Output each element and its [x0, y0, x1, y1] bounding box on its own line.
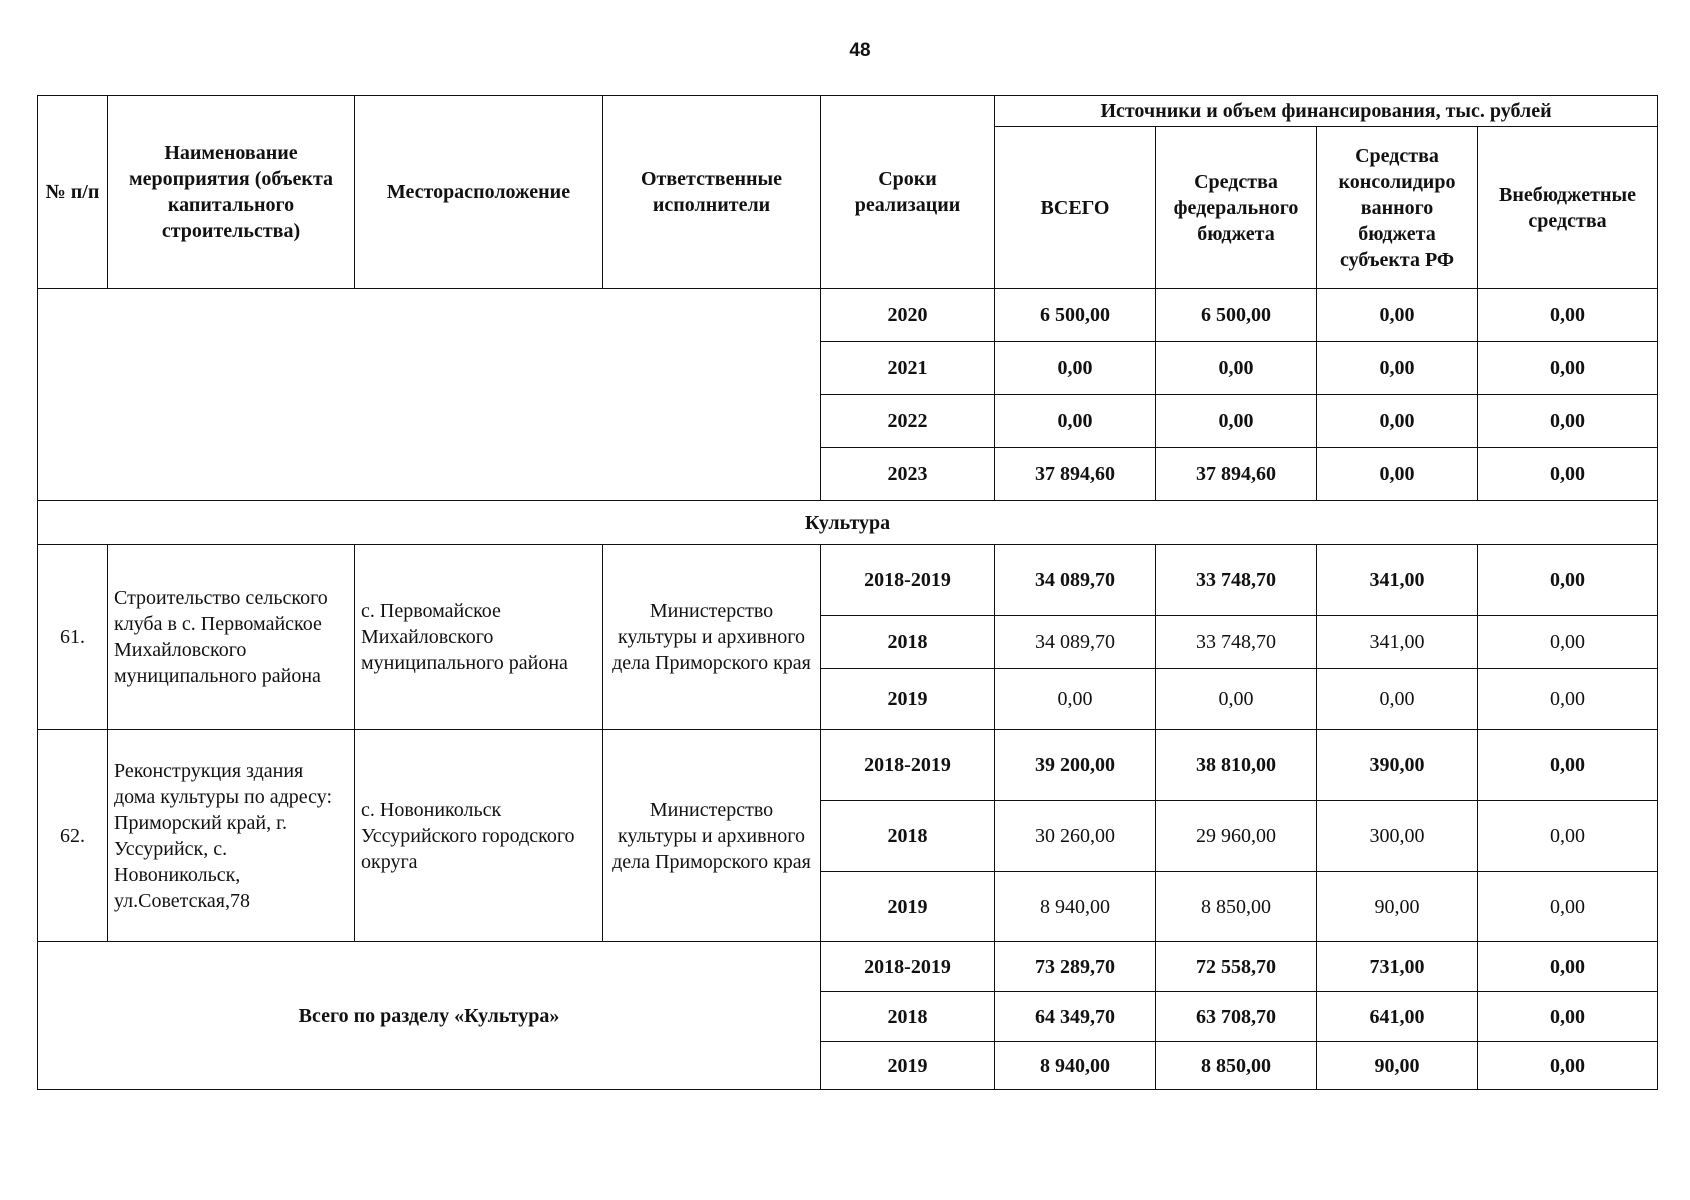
cell-year: 2021	[821, 342, 995, 395]
item-executors: Министерство культуры и архивного дела Приморского края	[603, 545, 821, 730]
header-num: № п/п	[38, 96, 108, 289]
cell-extra: 0,00	[1478, 730, 1658, 801]
cell-consolidated: 0,00	[1317, 342, 1478, 395]
cell-federal: 33 748,70	[1156, 545, 1317, 616]
cell-extra: 0,00	[1478, 616, 1658, 669]
cell-federal: 8 850,00	[1156, 1042, 1317, 1090]
cell-total: 8 940,00	[995, 872, 1156, 942]
cell-consolidated: 300,00	[1317, 801, 1478, 872]
cell-extra: 0,00	[1478, 1042, 1658, 1090]
item-num: 61.	[38, 545, 108, 730]
cell-year: 2023	[821, 448, 995, 501]
cell-total: 39 200,00	[995, 730, 1156, 801]
header-extrabudget: Внебюджетные средства	[1478, 127, 1658, 289]
cell-extra: 0,00	[1478, 872, 1658, 942]
cell-consolidated: 341,00	[1317, 616, 1478, 669]
cell-consolidated: 90,00	[1317, 1042, 1478, 1090]
item-name: Строительство сельского клуба в с. Первомайское Михайловского муниципального района	[108, 545, 355, 730]
cell-year: 2018	[821, 992, 995, 1042]
section-row	[38, 501, 1658, 545]
cell-year: 2018	[821, 616, 995, 669]
cell-total: 34 089,70	[995, 545, 1156, 616]
cell-total: 0,00	[995, 395, 1156, 448]
header-funding-group: Источники и объем финансирования, тыс. рублей	[995, 96, 1658, 127]
item-num: 62.	[38, 730, 108, 942]
cell-consolidated: 341,00	[1317, 545, 1478, 616]
cell-consolidated: 0,00	[1317, 289, 1478, 342]
cell-federal: 0,00	[1156, 669, 1317, 730]
header-consolidated: Средства консолидиро ванного бюджета субъекта РФ	[1317, 127, 1478, 289]
cell-extra: 0,00	[1478, 342, 1658, 395]
cell-year: 2019	[821, 872, 995, 942]
cell-federal: 72 558,70	[1156, 942, 1317, 992]
cell-federal: 63 708,70	[1156, 992, 1317, 1042]
cell-total: 73 289,70	[995, 942, 1156, 992]
cell-extra: 0,00	[1478, 942, 1658, 992]
header-location: Месторасположение	[355, 96, 603, 289]
cell-total: 6 500,00	[995, 289, 1156, 342]
cell-total: 30 260,00	[995, 801, 1156, 872]
header-period: Сроки реализации	[821, 96, 995, 289]
cell-federal: 38 810,00	[1156, 730, 1317, 801]
table-row	[38, 942, 1658, 992]
table-row	[38, 545, 1658, 616]
cell-year: 2018-2019	[821, 545, 995, 616]
cell-federal: 29 960,00	[1156, 801, 1317, 872]
cell-consolidated: 0,00	[1317, 669, 1478, 730]
cell-consolidated: 0,00	[1317, 395, 1478, 448]
header-executors: Ответственные исполнители	[603, 96, 821, 289]
cell-total: 0,00	[995, 669, 1156, 730]
header-total: ВСЕГО	[995, 127, 1156, 289]
cell-total: 37 894,60	[995, 448, 1156, 501]
cell-total: 34 089,70	[995, 616, 1156, 669]
cell-extra: 0,00	[1478, 448, 1658, 501]
cell-consolidated: 0,00	[1317, 448, 1478, 501]
cell-total: 64 349,70	[995, 992, 1156, 1042]
section-title: Культура	[38, 501, 1658, 545]
cell-federal: 37 894,60	[1156, 448, 1317, 501]
cell-consolidated: 641,00	[1317, 992, 1478, 1042]
cell-year: 2019	[821, 1042, 995, 1090]
cell-year: 2020	[821, 289, 995, 342]
cell-consolidated: 390,00	[1317, 730, 1478, 801]
cell-federal: 8 850,00	[1156, 872, 1317, 942]
cell-extra: 0,00	[1478, 289, 1658, 342]
cell-extra: 0,00	[1478, 395, 1658, 448]
item-executors: Министерство культуры и архивного дела Приморского края	[603, 730, 821, 942]
cell-extra: 0,00	[1478, 801, 1658, 872]
cell-year: 2018-2019	[821, 730, 995, 801]
cell-year: 2018	[821, 801, 995, 872]
cell-total: 8 940,00	[995, 1042, 1156, 1090]
funding-table	[37, 95, 1658, 1090]
cell-federal: 6 500,00	[1156, 289, 1317, 342]
item-name: Реконструкция здания дома культуры по адресу: Приморский край, г. Уссурийск, с. Новоникольск, ул.Советская,78	[108, 730, 355, 942]
item-location: с. Новоникольск Уссурийского городского округа	[355, 730, 603, 942]
item-location: с. Первомайское Михайловского муниципального района	[355, 545, 603, 730]
cell-total: 0,00	[995, 342, 1156, 395]
header-federal: Средства федерального бюджета	[1156, 127, 1317, 289]
cell-year: 2018-2019	[821, 942, 995, 992]
table-row	[38, 730, 1658, 801]
cell-consolidated: 731,00	[1317, 942, 1478, 992]
cell-federal: 0,00	[1156, 395, 1317, 448]
continuation-blank-cell	[38, 289, 821, 501]
cell-federal: 33 748,70	[1156, 616, 1317, 669]
cell-consolidated: 90,00	[1317, 872, 1478, 942]
cell-federal: 0,00	[1156, 342, 1317, 395]
section-total-label: Всего по разделу «Культура»	[38, 942, 821, 1090]
table-row	[38, 289, 1658, 342]
header-name: Наименование мероприятия (объекта капитального строительства)	[108, 96, 355, 289]
cell-extra: 0,00	[1478, 545, 1658, 616]
cell-year: 2019	[821, 669, 995, 730]
cell-year: 2022	[821, 395, 995, 448]
cell-extra: 0,00	[1478, 992, 1658, 1042]
page-number: 48	[849, 40, 871, 61]
cell-extra: 0,00	[1478, 669, 1658, 730]
